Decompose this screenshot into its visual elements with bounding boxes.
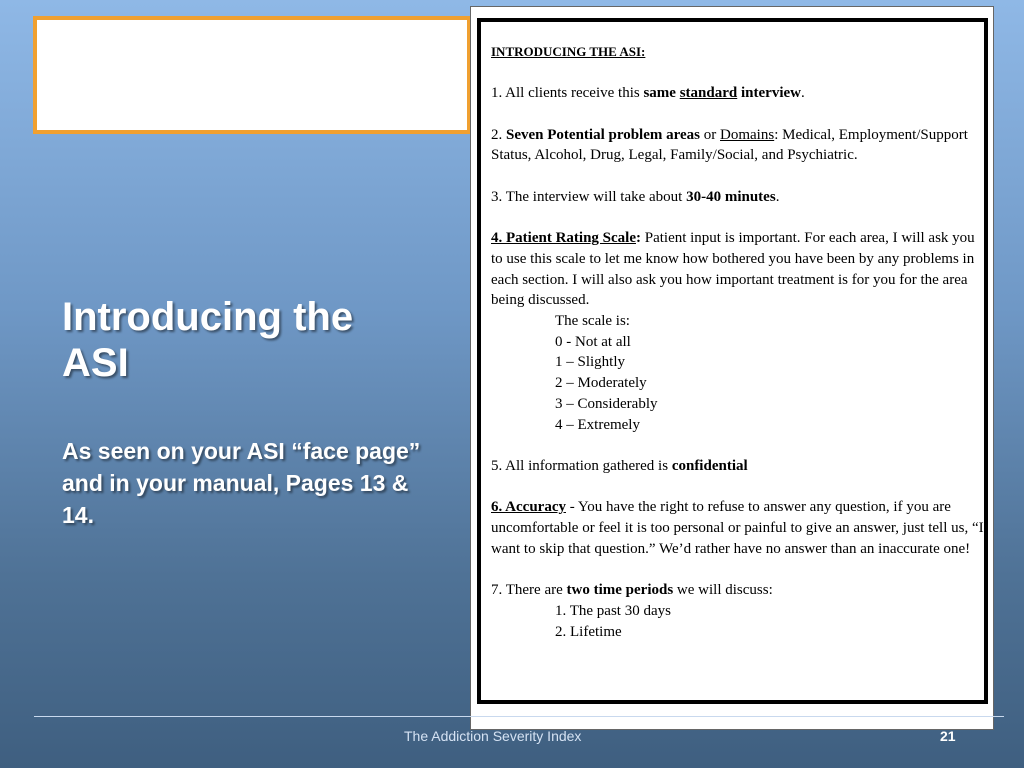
document-image — [470, 6, 994, 730]
scale-line: 2 – Moderately — [555, 375, 647, 392]
slide-subtitle: As seen on your ASI “face page” and in your manual, Pages 13 & 14. — [62, 438, 421, 528]
doc-item-4: 4. Patient Rating Scale: Patient input is important. For each area, I will ask you to use this scale to let me know how bothered you have been by any problems in each section. I will also ask you how important treatment is for you for the area being discussed. — [491, 230, 975, 309]
doc-heading: INTRODUCING THE ASI: — [491, 44, 646, 59]
footer-text: The Addiction Severity Index — [404, 728, 582, 744]
document-frame — [477, 18, 988, 704]
doc-item-7: 7. There are two time periods we will discuss: — [491, 582, 773, 599]
period-line: 1. The past 30 days — [555, 602, 671, 619]
slide-number: 21 — [940, 728, 956, 744]
scale-line: The scale is: — [555, 313, 630, 330]
period-line: 2. Lifetime — [555, 623, 622, 640]
scale-line: 1 – Slightly — [555, 354, 626, 371]
doc-item-3: 3. The interview will take about 30-40 minutes. — [491, 188, 780, 205]
doc-item-6: 6. Accuracy - You have the right to refuse to answer any question, if you are uncomfortable or feel it is too personal or painful to give an answer, just tell us, “I want to skip that question.” We’d rather have no answer than an inaccurate one! — [491, 499, 984, 557]
doc-item-2: 2. Seven Potential problem areas or Domains: Medical, Employment/Support Status, Alcohol, Drug, Legal, Family/Social, and Psychiatric. — [491, 126, 968, 164]
scale-line: 3 – Considerably — [555, 395, 658, 412]
title-placeholder-box — [33, 16, 471, 134]
scale-line: 4 – Extremely — [555, 416, 640, 433]
doc-item-5: 5. All information gathered is confidential — [491, 457, 748, 474]
scale-line: 0 - Not at all — [555, 333, 631, 350]
slide-title: Introducing the ASI — [62, 295, 354, 385]
doc-item-1: 1. All clients receive this same standard interview. — [491, 85, 805, 102]
footer-divider — [34, 716, 1004, 717]
